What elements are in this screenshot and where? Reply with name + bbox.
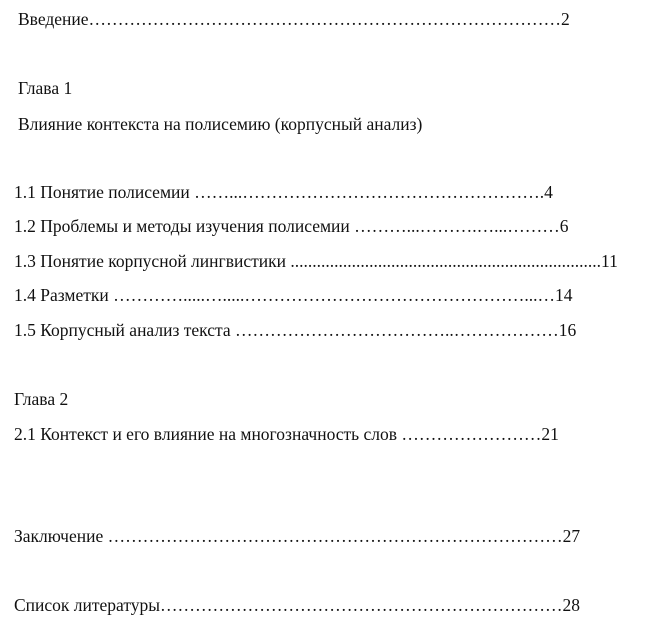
chapter-1-heading: Глава 1 xyxy=(18,78,73,98)
toc-entry-introduction: Введение………………………………………………………………………2 xyxy=(18,9,570,29)
toc-entry-1-3: 1.3 Понятие корпусной лингвистики .......................................................................11 xyxy=(14,251,618,271)
toc-entry-1-2: 1.2 Проблемы и методы изучения полисемии ………...……….…...………6 xyxy=(14,216,569,236)
toc-entry-1-5: 1.5 Корпусный анализ текста ………………………………..………………16 xyxy=(14,320,577,340)
toc-entry-references: Список литературы……………………………………………………………28 xyxy=(14,595,581,615)
chapter-1-title: Влияние контекста на полисемию (корпусный анализ) xyxy=(18,114,423,134)
chapter-2-heading: Глава 2 xyxy=(14,389,69,409)
toc-entry-conclusion: Заключение ……………………………………………………………………27 xyxy=(14,526,581,546)
toc-entry-1-4: 1.4 Разметки ………….....….....…………………………………………...…14 xyxy=(14,285,573,305)
toc-entry-2-1: 2.1 Контекст и его влияние на многозначность слов ……………………21 xyxy=(14,424,559,444)
toc-entry-1-1: 1.1 Понятие полисемии ……...…………………………………………….4 xyxy=(14,182,553,202)
